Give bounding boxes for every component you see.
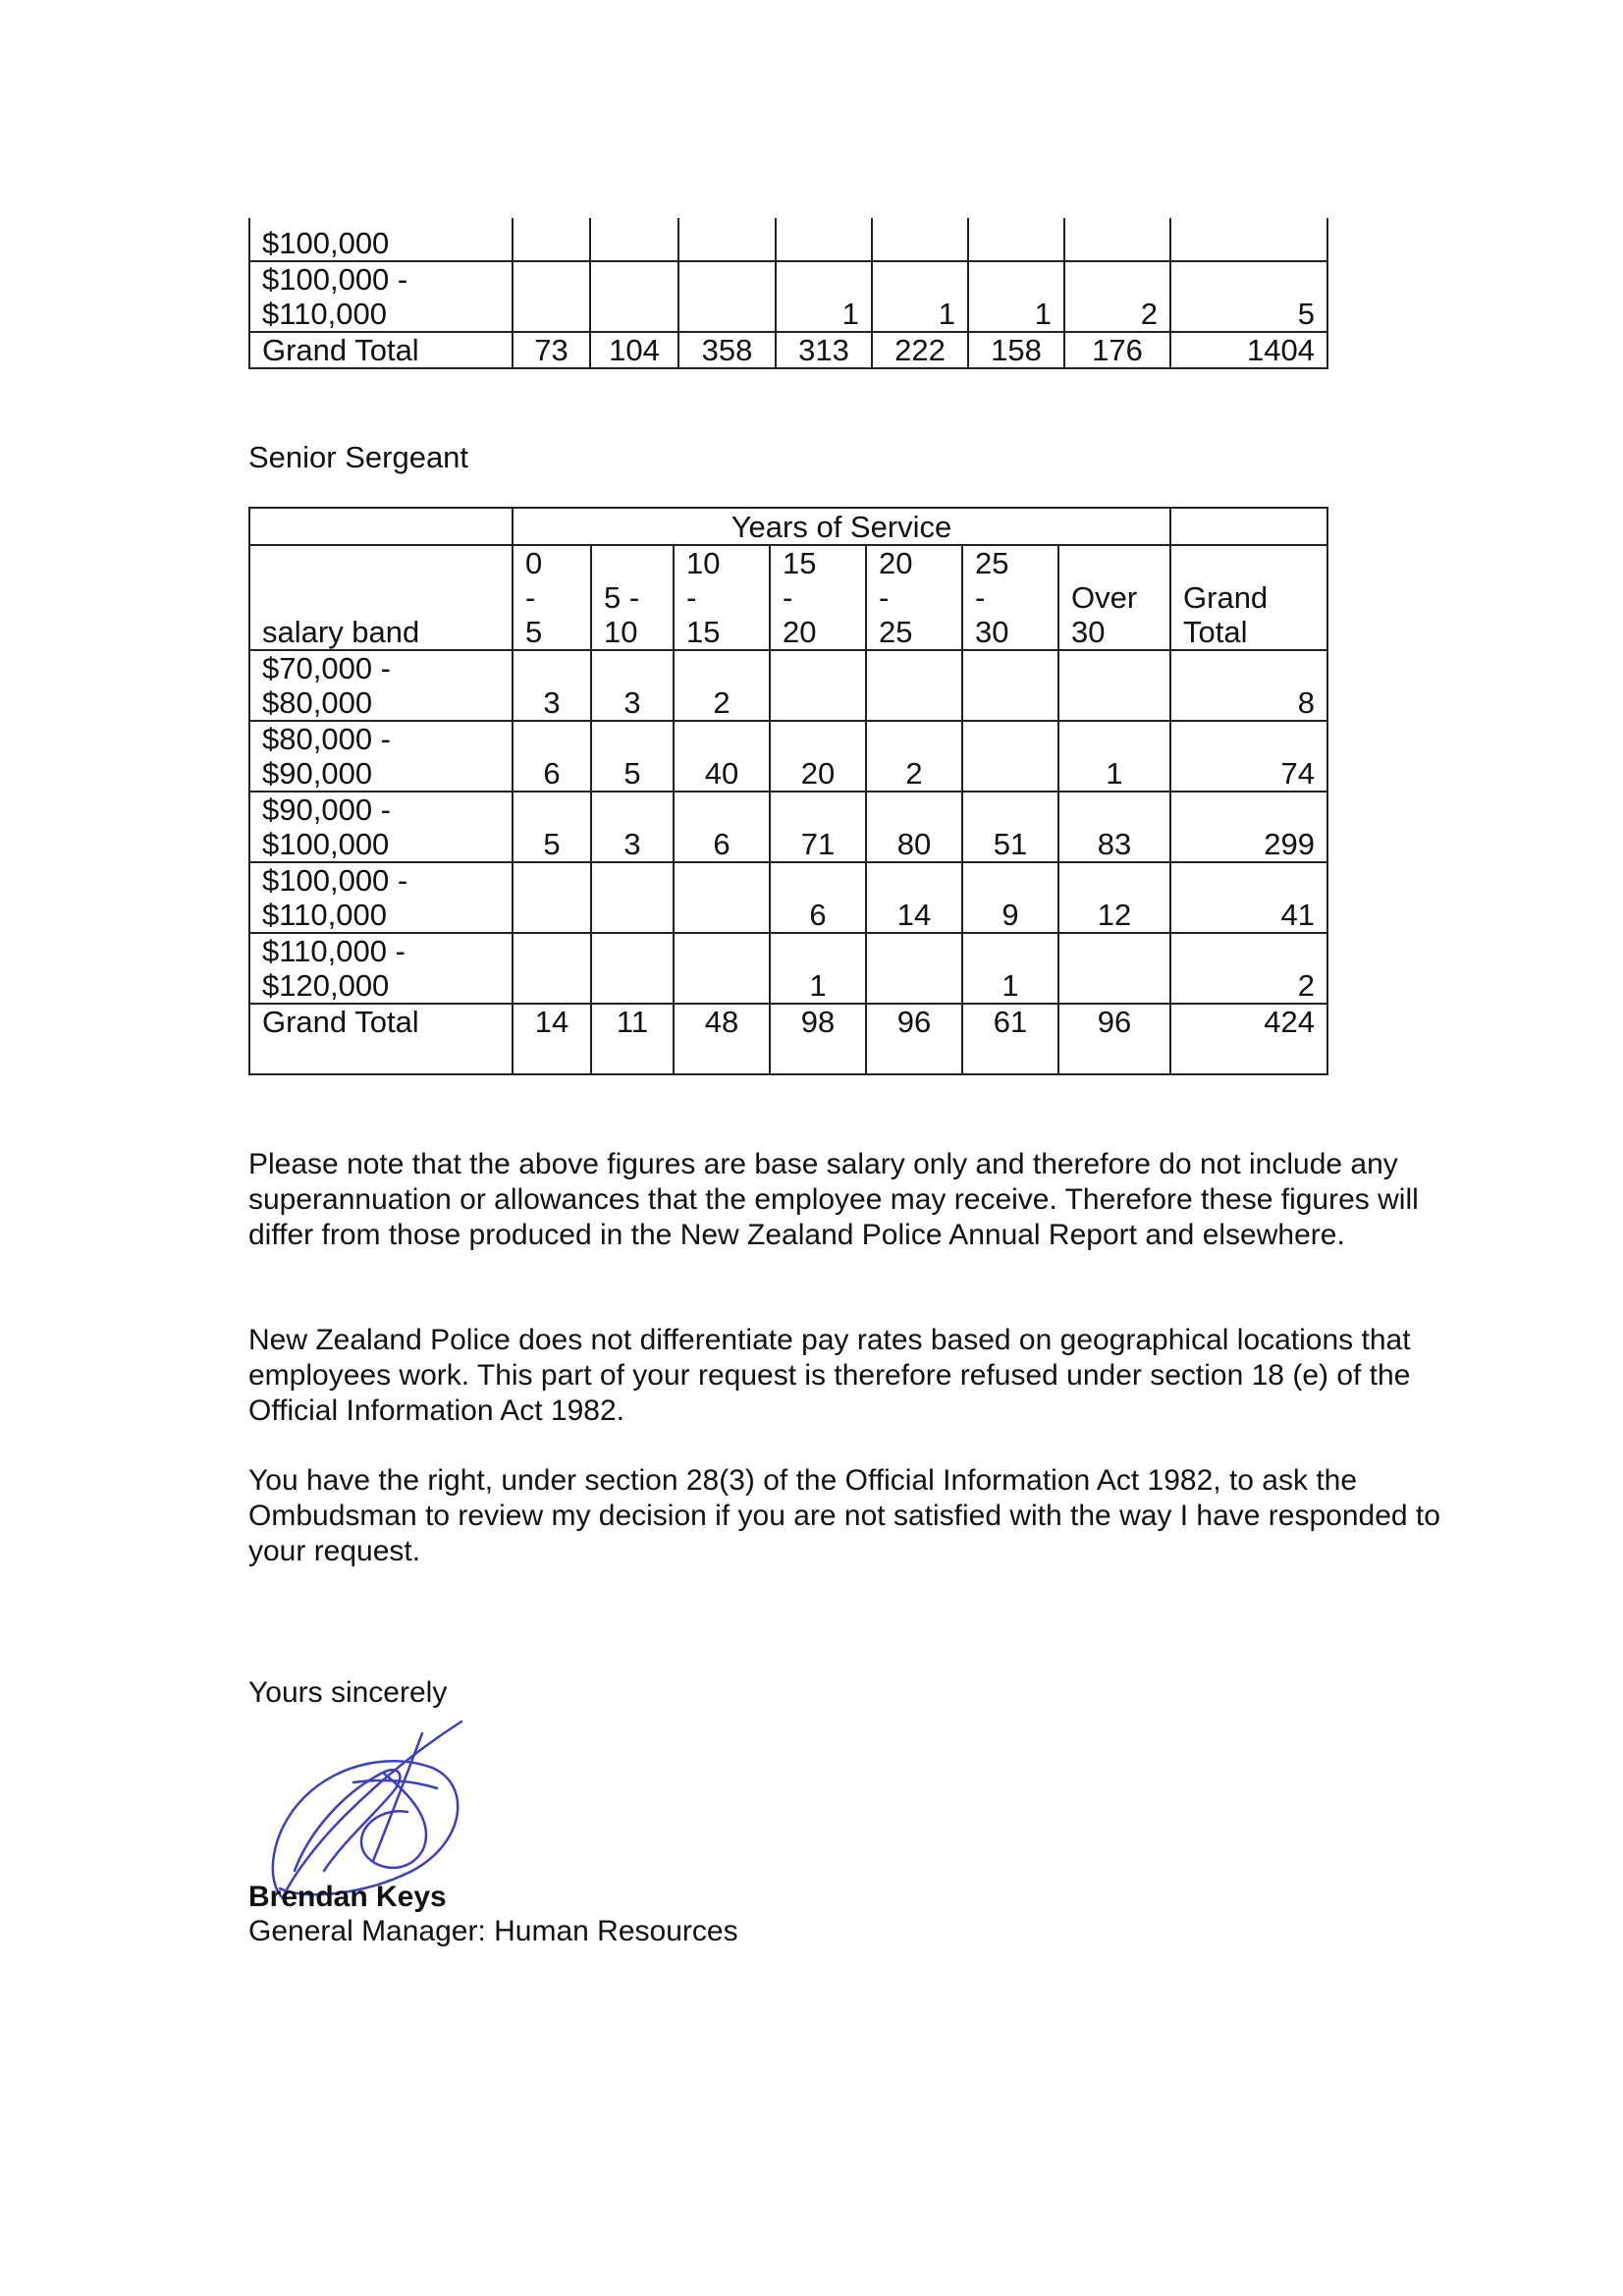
salary-band-cell: $80,000 - $90,000 — [249, 721, 513, 792]
value-cell — [590, 218, 678, 261]
value-cell: 96 — [1058, 1004, 1170, 1074]
years-of-service-header: Years of Service — [513, 508, 1170, 545]
value-cell — [872, 218, 968, 261]
value-cell: 1 — [968, 261, 1064, 332]
value-cell — [866, 650, 962, 721]
value-cell: 9 — [962, 862, 1058, 933]
value-cell — [1058, 933, 1170, 1004]
value-cell — [770, 650, 866, 721]
section-title: Senior Sergeant — [248, 440, 469, 474]
value-cell: 1 — [770, 933, 866, 1004]
value-cell: 3 — [591, 792, 674, 862]
group-header-row — [249, 508, 1327, 545]
closing-salutation: Yours sincerely — [248, 1676, 448, 1709]
value-cell: 73 — [513, 332, 590, 368]
value-cell: 1 — [1058, 721, 1170, 792]
value-cell: 2 — [1064, 261, 1170, 332]
value-cell: 3 — [591, 650, 674, 721]
value-cell — [1064, 218, 1170, 261]
paragraph-ombudsman-right: You have the right, under section 28(3) of the Official Information Act 1982, to ask the Ombudsman to review my decision if you are not satisfied with the way I have responded to your request. — [248, 1464, 1440, 1567]
value-cell: 61 — [962, 1004, 1058, 1074]
total-cell: 1404 — [1170, 332, 1327, 368]
value-cell: 48 — [674, 1004, 770, 1074]
column-header: Grand Total — [1170, 545, 1327, 650]
column-header: 5 - 10 — [591, 545, 674, 650]
salary-band-cell: $100,000 - $110,000 — [249, 261, 513, 332]
value-cell — [866, 933, 962, 1004]
grand-total-row — [249, 332, 1327, 368]
value-cell — [513, 218, 590, 261]
value-cell: 6 — [513, 721, 591, 792]
column-header: 25 - 30 — [962, 545, 1058, 650]
column-header: 15 - 20 — [770, 545, 866, 650]
value-cell: 83 — [1058, 792, 1170, 862]
salary-band-cell: $100,000 - $110,000 — [249, 862, 513, 933]
empty-header-cell — [249, 508, 513, 545]
column-header: 10 - 15 — [674, 545, 770, 650]
value-cell: 5 — [591, 721, 674, 792]
value-cell: 176 — [1064, 332, 1170, 368]
value-cell: 5 — [513, 792, 591, 862]
column-header: 0 - 5 — [513, 545, 591, 650]
column-header: Over 30 — [1058, 545, 1170, 650]
value-cell — [591, 862, 674, 933]
value-cell — [674, 933, 770, 1004]
total-cell: 41 — [1170, 862, 1327, 933]
table-row — [249, 650, 1327, 721]
value-cell: 80 — [866, 792, 962, 862]
value-cell: 96 — [866, 1004, 962, 1074]
salary-band-header: salary band — [249, 545, 513, 650]
salary-band-cell: $70,000 - $80,000 — [249, 650, 513, 721]
grand-total-row — [249, 1004, 1327, 1074]
total-cell: 424 — [1170, 1004, 1327, 1074]
value-cell — [513, 261, 590, 332]
value-cell: 71 — [770, 792, 866, 862]
value-cell — [678, 261, 776, 332]
total-cell: 8 — [1170, 650, 1327, 721]
total-cell: 2 — [1170, 933, 1327, 1004]
value-cell — [678, 218, 776, 261]
total-cell: 74 — [1170, 721, 1327, 792]
salary-band-cell: $110,000 - $120,000 — [249, 933, 513, 1004]
value-cell — [962, 721, 1058, 792]
paragraph-geographic-refusal: New Zealand Police does not differentiate pay rates based on geographical locations that employees work. This part of your request is therefore refused under section 18 (e) of the Official Information Act 1982. — [248, 1324, 1411, 1427]
paragraph-base-salary-note: Please note that the above figures are base salary only and therefore do not include any superannuation or allowances that the employee may receive. Therefore these figures will differ from those produced in the New Zealand Police Annual Report and elsewhere. — [248, 1148, 1419, 1251]
value-cell: 14 — [513, 1004, 591, 1074]
value-cell — [590, 261, 678, 332]
value-cell: 222 — [872, 332, 968, 368]
value-cell: 98 — [770, 1004, 866, 1074]
senior-sergeant-salary-table — [248, 507, 1328, 1075]
value-cell: 6 — [770, 862, 866, 933]
signatory-name: Brendan Keys — [248, 1881, 447, 1913]
handwritten-signature — [236, 1714, 481, 1905]
value-cell: 12 — [1058, 862, 1170, 933]
value-cell: 11 — [591, 1004, 674, 1074]
table-row — [249, 218, 1327, 261]
table-row — [249, 862, 1327, 933]
salary-table-continued — [248, 218, 1328, 369]
value-cell: 20 — [770, 721, 866, 792]
total-cell — [1170, 218, 1327, 261]
value-cell: 2 — [674, 650, 770, 721]
grand-total-label: Grand Total — [249, 1004, 513, 1074]
total-cell: 299 — [1170, 792, 1327, 862]
grand-total-label: Grand Total — [249, 332, 513, 368]
value-cell: 158 — [968, 332, 1064, 368]
value-cell: 1 — [872, 261, 968, 332]
column-header: 20 - 25 — [866, 545, 962, 650]
value-cell: 1 — [776, 261, 872, 332]
value-cell: 40 — [674, 721, 770, 792]
table-row — [249, 261, 1327, 332]
table-row — [249, 721, 1327, 792]
salary-band-cell: $100,000 — [249, 218, 513, 261]
value-cell — [962, 650, 1058, 721]
value-cell — [591, 933, 674, 1004]
total-cell: 5 — [1170, 261, 1327, 332]
value-cell — [968, 218, 1064, 261]
salary-band-cell: $90,000 - $100,000 — [249, 792, 513, 862]
value-cell: 313 — [776, 332, 872, 368]
value-cell: 358 — [678, 332, 776, 368]
value-cell — [674, 862, 770, 933]
column-header-row — [249, 545, 1327, 650]
value-cell: 2 — [866, 721, 962, 792]
value-cell — [776, 218, 872, 261]
value-cell — [1058, 650, 1170, 721]
value-cell: 104 — [590, 332, 678, 368]
table-row — [249, 933, 1327, 1004]
value-cell: 14 — [866, 862, 962, 933]
value-cell — [513, 862, 591, 933]
value-cell: 1 — [962, 933, 1058, 1004]
value-cell: 51 — [962, 792, 1058, 862]
value-cell: 3 — [513, 650, 591, 721]
table-row — [249, 792, 1327, 862]
value-cell: 6 — [674, 792, 770, 862]
value-cell — [513, 933, 591, 1004]
empty-header-cell — [1170, 508, 1327, 545]
signatory-title: General Manager: Human Resources — [248, 1915, 738, 1947]
